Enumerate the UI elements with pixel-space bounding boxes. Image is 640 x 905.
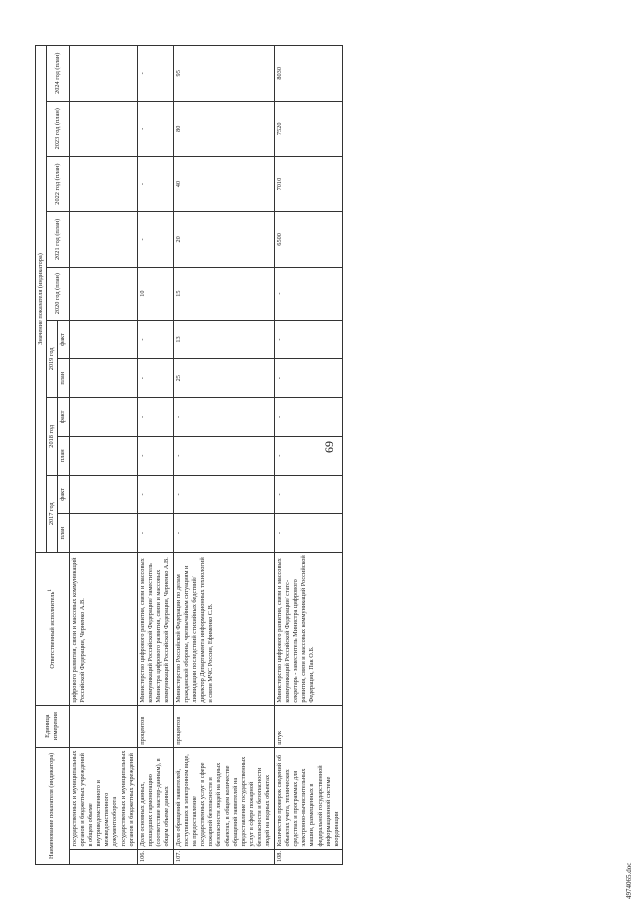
table-row xyxy=(137,46,173,865)
responsible-cell: Министерство цифрового развития, связи и массовых коммуникаций Российской Федерации/ статс-секретарь - заместитель Министра цифрового развития, связи и массовых коммуникаций Российской Федерации, Пак О.Б. xyxy=(274,552,342,705)
row-number xyxy=(69,849,137,864)
indicator-name: Количество проверок сведений об объектах учета, технических средствах и программах для электронно-вычислительных машин, размещенных в федеральной государственной информационной системе координации xyxy=(274,747,342,849)
row-number: 106. xyxy=(137,849,173,864)
value-cell: - xyxy=(173,398,274,437)
value-cell: - xyxy=(137,156,173,211)
row-number: 107. xyxy=(173,849,274,864)
value-cell: - xyxy=(274,267,342,320)
value-cell: 80 xyxy=(173,101,274,156)
value-cell: 95 xyxy=(173,46,274,102)
value-cell: 6500 xyxy=(274,212,342,267)
value-cell: - xyxy=(274,320,342,359)
header-2020: 2020 год (план) xyxy=(47,267,69,320)
value-cell: - xyxy=(173,436,274,475)
unit-cell: процентов xyxy=(173,705,274,747)
value-cell: - xyxy=(137,46,173,102)
responsible-cell: цифрового развития, связи и массовых коммуникаций Российской Федерации, Черненко А.В. xyxy=(69,552,137,705)
value-cell: 25 xyxy=(173,359,274,398)
value-cell: 20 xyxy=(173,212,274,267)
value-cell: 7520 xyxy=(274,101,342,156)
page-number: 69 xyxy=(322,441,336,453)
indicator-name: государственных и муниципальных органов и бюджетных учреждений в общем объеме внутриведомственного и межведомственного документооборота государственных и муниципальных органов и бюджетных учреждений xyxy=(69,747,137,849)
header-responsible: Ответственный исполнитель$^1$ xyxy=(36,552,70,705)
footer-filename: 4974065.doc xyxy=(625,862,633,899)
row-number: 108. xyxy=(274,849,342,864)
header-2021: 2021 год (план) xyxy=(47,212,69,267)
header-2018: 2018 год xyxy=(47,398,58,475)
header-unit: Единица измерения xyxy=(36,705,70,747)
header-2023: 2023 год (план) xyxy=(47,101,69,156)
header-fact: факт xyxy=(58,320,69,359)
responsible-cell: Министерство цифрового развития, связи и массовых коммуникаций Российской Федерации/ заместитель Министра цифрового развития, связи и массовых коммуникаций Российской Федерации, Черненко А.В. xyxy=(137,552,173,705)
value-cell: - xyxy=(137,101,173,156)
header-fact: факт xyxy=(58,475,69,514)
unit-cell: процентов xyxy=(137,705,173,747)
value-cell: - xyxy=(274,359,342,398)
value-cell: 10 xyxy=(137,267,173,320)
value-cell xyxy=(69,267,137,320)
header-fact: факт xyxy=(58,398,69,437)
header-name: Наименование показателя (индикатора) xyxy=(36,747,70,864)
header-2022: 2022 год (план) xyxy=(47,156,69,211)
value-cell: - xyxy=(137,514,173,553)
value-cell: - xyxy=(137,398,173,437)
header-plan: план xyxy=(58,436,69,475)
header-2017: 2017 год xyxy=(47,475,58,552)
value-cell xyxy=(69,398,137,437)
unit-cell xyxy=(69,705,137,747)
value-cell xyxy=(69,320,137,359)
table-row xyxy=(274,46,342,865)
value-cell: - xyxy=(137,436,173,475)
unit-cell: штук xyxy=(274,705,342,747)
value-cell: - xyxy=(137,475,173,514)
header-values-group: Значение показателя (индикатора) xyxy=(36,46,47,553)
value-cell: - xyxy=(137,212,173,267)
value-cell: - xyxy=(173,475,274,514)
table-row xyxy=(173,46,274,865)
header-plan: план xyxy=(58,514,69,553)
value-cell xyxy=(69,475,137,514)
indicator-name: Доля основных данных, прошедших гармонизацию (соответствие мастер-данным), в общем объеме данных xyxy=(137,747,173,849)
value-cell xyxy=(69,156,137,211)
value-cell: 40 xyxy=(173,156,274,211)
value-cell xyxy=(69,212,137,267)
header-2019: 2019 год xyxy=(47,320,58,397)
value-cell: - xyxy=(274,514,342,553)
value-cell xyxy=(69,436,137,475)
header-plan: план xyxy=(58,359,69,398)
value-cell: 7010 xyxy=(274,156,342,211)
value-cell: 13 xyxy=(173,320,274,359)
indicator-name: Доля обращений заявителей, поступивших в электронном виде, на предоставление государственных услуг в сфере пожарной безопасности и безопасности людей на водных объектах, в общем количестве обращений заявителей на предоставление государственных услуг в сфере пожарной безопасности и безопасности людей на водных объектах xyxy=(173,747,274,849)
responsible-cell: Министерство Российской Федерации по делам гражданской обороны, чрезвычайным ситуациям и ликвидации последствий стихийных бедствий/ директор Департамента информационных технологий и связи МЧС России, Ефименко С.В. xyxy=(173,552,274,705)
value-cell: - xyxy=(274,475,342,514)
value-cell xyxy=(69,514,137,553)
value-cell: 15 xyxy=(173,267,274,320)
value-cell: - xyxy=(137,320,173,359)
header-2024: 2024 год (план) xyxy=(47,46,69,102)
value-cell: 8030 xyxy=(274,46,342,102)
table-row xyxy=(69,46,137,865)
value-cell: - xyxy=(137,359,173,398)
indicators-table xyxy=(35,45,343,865)
value-cell xyxy=(69,101,137,156)
value-cell: - xyxy=(274,398,342,437)
value-cell: - xyxy=(173,514,274,553)
value-cell xyxy=(69,46,137,102)
value-cell: - xyxy=(274,436,342,475)
value-cell xyxy=(69,359,137,398)
